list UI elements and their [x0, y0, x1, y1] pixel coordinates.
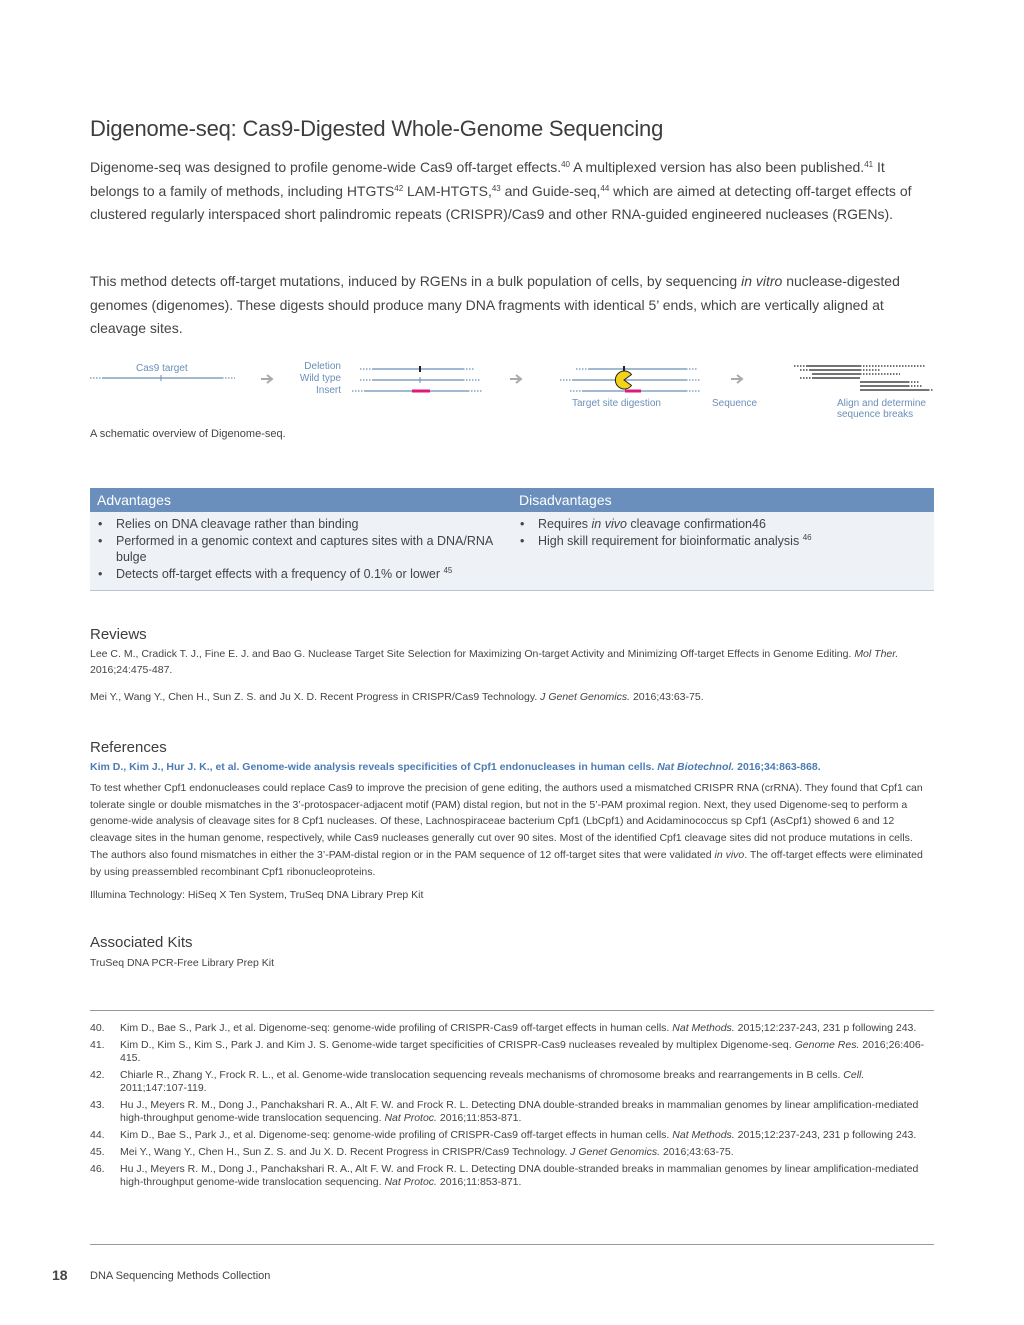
footnote-number: 40. [90, 1022, 105, 1034]
advantages-header: Advantages [97, 492, 171, 508]
summary-italic: in vivo [714, 848, 745, 861]
footnote-number: 42. [90, 1069, 105, 1081]
footnote-text [120, 1163, 934, 1189]
citation-text: Chiarle R., Zhang Y., Frock R. L., et al. Genome-wide translocation sequencing reveals mechanisms of chromosome breaks and rearrangements in B cells. [120, 1069, 844, 1081]
citation-text: 2016;11:853-871. [436, 1112, 522, 1124]
journal-name: Mol Ther. [854, 648, 899, 660]
associated-kit-item: TruSeq DNA PCR-Free Library Prep Kit [90, 957, 275, 969]
deletion-label: Deletion [304, 361, 341, 372]
footnote-item [90, 1129, 934, 1142]
intro-text: This method detects off-target mutations, induced by RGENs in a bulk population of cells, by sequencing [90, 273, 742, 289]
review-citation [90, 646, 910, 678]
citation-text: Kim D., Bae S., Park J., et al. Digenome-seq: genome-wide profiling of CRISPR-Cas9 off-target effects in human cells. [120, 1022, 673, 1034]
reference-volume[interactable]: 2016;34:863-868. [734, 761, 821, 773]
schematic-graphic [90, 357, 934, 427]
footnote-number: 44. [90, 1129, 105, 1141]
footnote-text [120, 1146, 934, 1159]
summary-text: . The off-target effects were eliminated by using preassembled recombinant Cpf1 ribonucleoproteins. [90, 848, 923, 878]
summary-text: To test whether Cpf1 endonucleases could replace Cas9 to improve the precision of gene editing, the authors used a mismatched CRISPR RNA (crRNA). They found that Cpf1 can tolerate single or double mismatches in the 3’-protospacer-adjacent motif (PAM) distal region, but not in the 5’-PAM proximal region. Next, they used Digenome-seq to perform a genome-wide analysis of cleavage sites for 8 Cpf1 nucleases. Of these, Lachnospiraceae bacterium Cpf1 (LbCpf1) and Acidaminococcus sp Cpf1 (AsCpf1) showed 6 and 12 cleavage sites in the human genome, respectively, while Cas9 nucleases generally cut over 90 sites. Most of the identified Cpf1 cleavage sites did not produce mutations in cells. The authors also found mismatches in either the 3’-PAM-distal region or in the PAM sequence of 12 off-target sites that were validated [90, 782, 923, 861]
review-citation [90, 689, 910, 705]
target-site-digestion-graphic [560, 366, 700, 393]
insert-label: Insert [315, 385, 341, 396]
intro-paragraph-1 [90, 156, 934, 227]
table-body [90, 512, 934, 591]
footnote-item [90, 1039, 934, 1065]
intro-text: LAM-HTGTS, [403, 182, 492, 199]
footnote-item [90, 1163, 934, 1189]
advantages-table [90, 488, 934, 591]
citation-superscript: 43 [491, 183, 501, 193]
footer-title: DNA Sequencing Methods Collection [90, 1270, 271, 1282]
journal-name: Nat Protoc. [384, 1112, 437, 1124]
page-title: Digenome-seq: Cas9-Digested Whole-Genome Sequencing [90, 116, 664, 141]
footnote-text [120, 1069, 934, 1095]
citation-text: Hu J., Meyers R. M., Dong J., Panchakshari R. A., Alt F. W. and Frock R. L. Detecting DNA double-stranded breaks in mammalian genomes by linear amplification-mediated high-throughput genome-wide translocation sequencing. [120, 1099, 919, 1124]
reference-summary [90, 780, 925, 880]
intro-text: nuclease-digested genomes (digenomes). These digests should produce many DNA fragments with identical 5’ ends, which are vertically aligned at cleavage sites. [90, 273, 900, 336]
journal-name: Nat Protoc. [384, 1176, 437, 1188]
disadvantage-item [538, 533, 934, 550]
disadvantages-header: Disadvantages [519, 492, 612, 508]
journal-name: Genome Res. [794, 1039, 860, 1051]
citation-superscript: 40 [561, 160, 570, 169]
disadvantage-italic: in vivo [591, 517, 627, 531]
divider [90, 1010, 934, 1011]
align-label-line2: sequence breaks [837, 409, 914, 420]
disadvantage-item [538, 516, 934, 533]
citation-superscript: 46 [802, 532, 812, 542]
citation-text: Lee C. M., Cradick T. J., Fine E. J. and Bao G. Nuclease Target Site Selection for Maximizing On-target Activity and Minimizing Off-target Effects in Genome Editing. [90, 648, 855, 660]
footnote-item [90, 1099, 934, 1125]
aligned-reads-graphic [794, 366, 934, 390]
citation-text: Kim D., Bae S., Park J., et al. Digenome-seq: genome-wide profiling of CRISPR-Cas9 off-target effects in human cells. [120, 1129, 673, 1141]
cas9-target-label: Cas9 target [136, 363, 188, 374]
arrow-icon [731, 375, 742, 383]
advantage-item [116, 566, 512, 583]
references-heading: References [90, 739, 167, 756]
intro-text: A multiplexed version has also been published. [569, 159, 865, 175]
align-label-line1: Align and determine [837, 398, 926, 409]
intro-text: Digenome-seq was designed to profile genome-wide Cas9 off-target effects. [90, 159, 562, 175]
advantage-item [116, 516, 512, 533]
citation-text: 2015;12:237-243, 231 p following 243. [734, 1022, 917, 1034]
cas9-target-dna [90, 375, 235, 381]
citation-superscript: 41 [864, 160, 874, 169]
figure-caption: A schematic overview of Digenome-seq. [90, 428, 286, 440]
advantage-item [116, 533, 512, 566]
sequence-label: Sequence [712, 398, 758, 409]
citation-superscript: 45 [443, 565, 453, 575]
footnote-number: 41. [90, 1039, 105, 1051]
table-header [90, 488, 934, 512]
intro-text: which are aimed at detecting off-target effects of clustered regularly interspaced short palindromic repeats (CRISPR)/Cas9 and other RNA-guided engineered nucleases (RGENs). [90, 182, 912, 222]
citation-text: Mei Y., Wang Y., Chen H., Sun Z. S. and Ju X. D. Recent Progress in CRISPR/Cas9 Technology. [120, 1146, 571, 1158]
journal-name: J Genet Genomics. [570, 1146, 661, 1158]
disadvantages-column [512, 516, 934, 586]
associated-kits-heading: Associated Kits [90, 934, 193, 951]
footnote-item [90, 1146, 934, 1159]
citation-superscript: 42 [394, 183, 404, 193]
footnote-text [120, 1039, 934, 1065]
advantages-column [90, 516, 512, 586]
variant-dna-lines [352, 366, 482, 393]
citation-text: 2011;147:107-119. [120, 1082, 207, 1094]
footnote-text [120, 1022, 934, 1035]
journal-name: Nat Methods. [672, 1022, 735, 1034]
digenome-schematic [90, 357, 934, 427]
reference-link[interactable] [90, 759, 910, 775]
citation-text: 2015;12:237-243, 231 p following 243. [734, 1129, 917, 1141]
citation-text: Mei Y., Wang Y., Chen H., Sun Z. S. and Ju X. D. Recent Progress in CRISPR/Cas9 Technology. [90, 691, 541, 703]
disadvantage-text: cleavage confirmation46 [626, 517, 766, 531]
target-site-digestion-label: Target site digestion [572, 398, 661, 409]
journal-name: J Genet Genomics. [540, 691, 631, 703]
journal-name: Cell. [843, 1069, 865, 1081]
journal-name: Nat Methods. [672, 1129, 735, 1141]
arrow-icon [510, 375, 521, 383]
illumina-technology: Illumina Technology: HiSeq X Ten System, TruSeq DNA Library Prep Kit [90, 889, 424, 901]
disadvantage-text: Requires [538, 517, 592, 531]
page-number: 18 [52, 1267, 68, 1283]
citation-text: 2016;43:63-75. [660, 1146, 734, 1158]
citation-text: 2016;24:475-487. [90, 664, 173, 676]
citation-superscript: 44 [600, 183, 610, 193]
footer-divider [90, 1244, 934, 1245]
footnote-item [90, 1069, 934, 1095]
disadvantage-text: High skill requirement for bioinformatic analysis [538, 533, 803, 548]
advantage-text: Detects off-target effects with a frequency of 0.1% or lower [116, 566, 444, 581]
advantage-text: Performed in a genomic context and captures sites with a DNA/RNA bulge [116, 533, 493, 564]
footnote-item [90, 1022, 934, 1035]
citation-text: Kim D., Kim S., Kim S., Park J. and Kim J. S. Genome-wide target specificities of CRISPR-Cas9 nucleases revealed by multiplex Digenome-seq. [120, 1039, 795, 1051]
intro-text: It belongs to a family of methods, including HTGTS [90, 159, 885, 199]
citation-text: Hu J., Meyers R. M., Dong J., Panchakshari R. A., Alt F. W. and Frock R. L. Detecting DNA double-stranded breaks in mammalian genomes by linear amplification-mediated high-throughput genome-wide translocation sequencing. [120, 1163, 919, 1188]
footnote-text [120, 1129, 934, 1142]
citation-text: 2016;11:853-871. [436, 1176, 522, 1188]
intro-text: and Guide-seq, [500, 182, 601, 199]
intro-italic: in vitro [741, 273, 783, 289]
reference-title[interactable]: Kim D., Kim J., Hur J. K., et al. Genome-wide analysis reveals specificities of Cpf1 endonucleases in human cells. [90, 761, 658, 773]
citation-text: 2016;26:406-415. [120, 1039, 925, 1064]
footnote-number: 45. [90, 1146, 105, 1158]
footnotes-list [90, 1022, 934, 1193]
footnote-number: 46. [90, 1163, 105, 1175]
advantage-text: Relies on DNA cleavage rather than binding [116, 517, 359, 531]
wild-type-label: Wild type [299, 373, 341, 384]
journal-name[interactable]: Nat Biotechnol. [657, 761, 735, 773]
footnote-number: 43. [90, 1099, 105, 1111]
footnote-text [120, 1099, 934, 1125]
citation-text: 2016;43:63-75. [630, 691, 704, 703]
intro-paragraph-2 [90, 270, 934, 341]
reviews-heading: Reviews [90, 626, 147, 643]
